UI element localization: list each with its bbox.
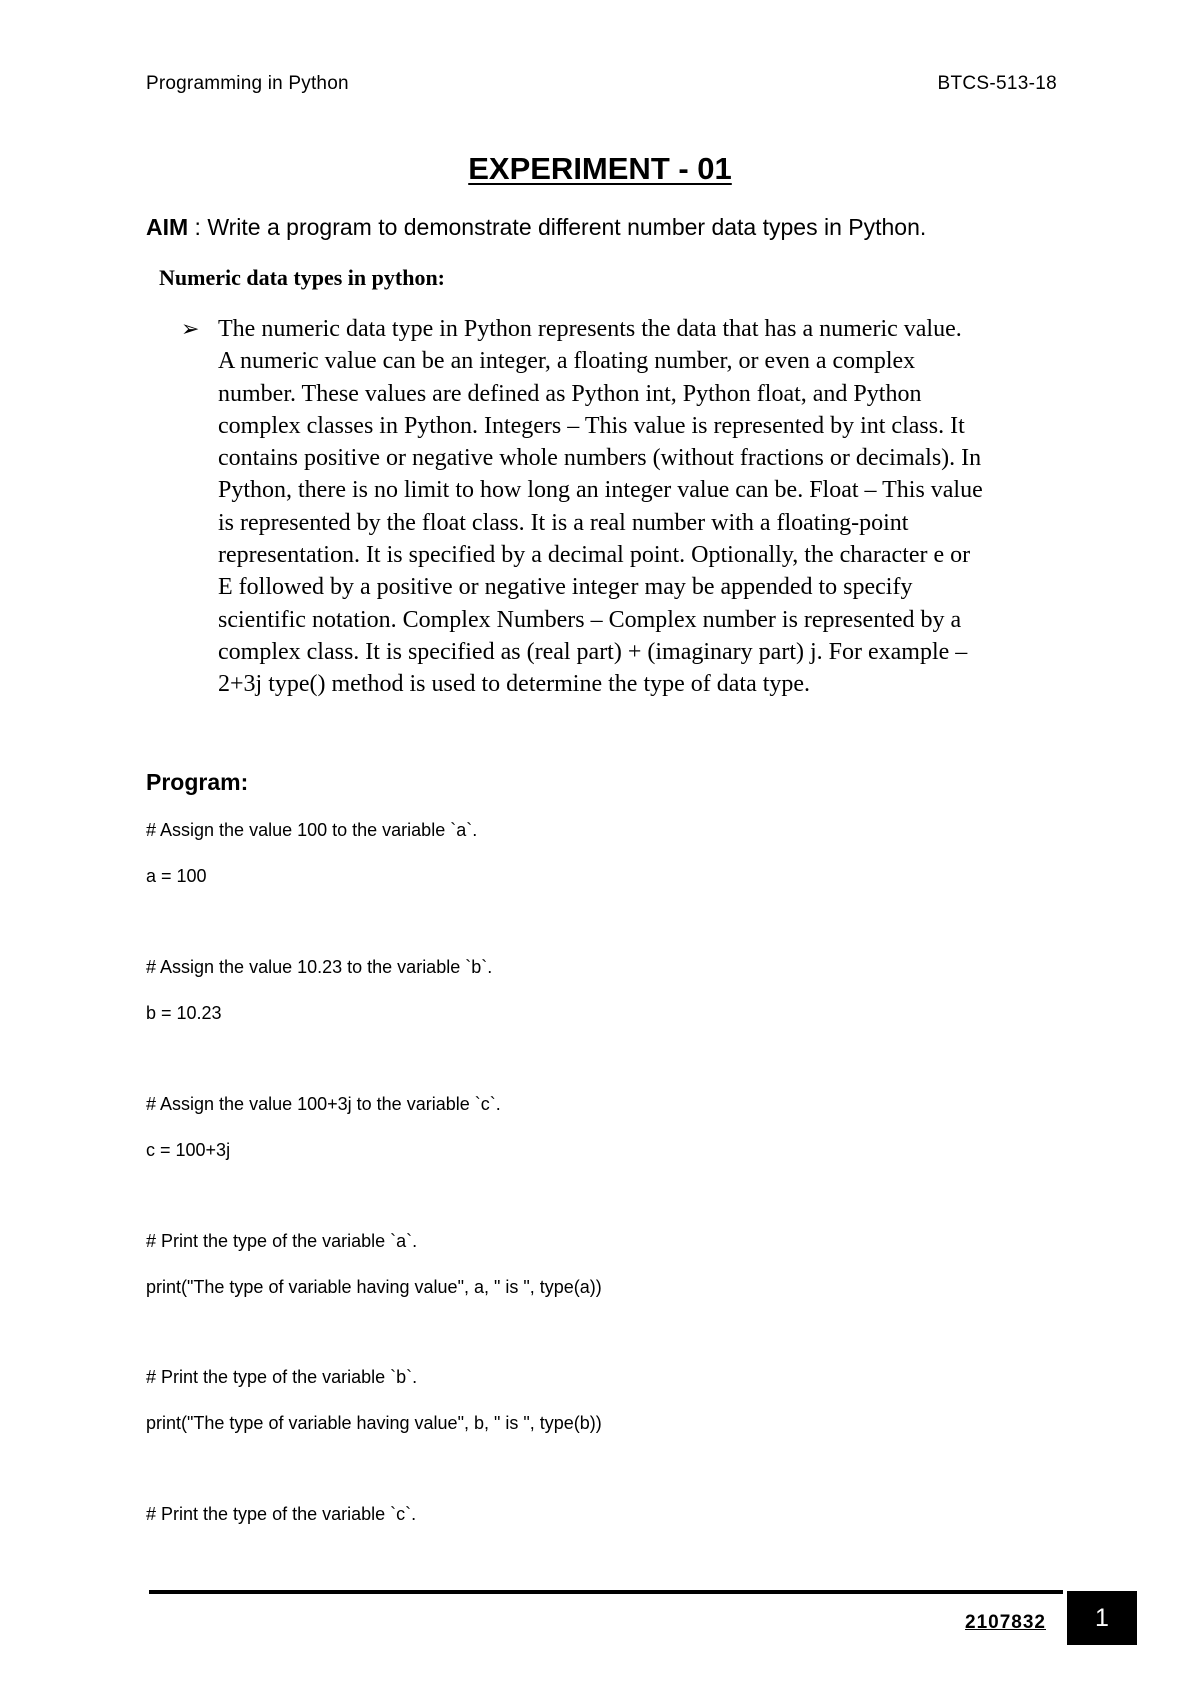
paragraph-line: complex classes in Python. Integers – This value is represented by int class. It (218, 412, 965, 439)
code-comment: # Assign the value 100 to the variable `a`. (146, 820, 478, 840)
code-statement: b = 10.23 (146, 1003, 222, 1023)
code-statement: c = 100+3j (146, 1140, 231, 1160)
footer-rule (149, 1590, 1063, 1594)
aim-label: AIM (146, 214, 189, 240)
paragraph-line: contains positive or negative whole numbers (without fractions or decimals). In (218, 445, 982, 472)
header-course-code: BTCS-513-18 (937, 73, 1057, 94)
paragraph-line: complex class. It is specified as (real part) + (imaginary part) j. For example – (218, 638, 968, 665)
header-course-name: Programming in Python (146, 73, 349, 94)
bullet-arrow-icon: ➢ (181, 316, 200, 341)
paragraph-line: scientific notation. Complex Numbers – Complex number is represented by a (218, 606, 962, 633)
paragraph-line: E followed by a positive or negative integer may be appended to specify (218, 574, 913, 601)
code-statement: print("The type of variable having value", b, " is ", type(b)) (146, 1413, 602, 1433)
paragraph-line: 2+3j type() method is used to determine the type of data type. (218, 671, 811, 698)
paragraph-line: is represented by the float class. It is a real number with a floating-point (218, 509, 909, 536)
code-comment: # Print the type of the variable `a`. (146, 1231, 418, 1251)
bullet-text (218, 313, 1058, 701)
code-comment: # Print the type of the variable `b`. (146, 1367, 418, 1387)
paragraph-line: A numeric value can be an integer, a floating number, or even a complex (218, 348, 916, 375)
code-statement: print("The type of variable having value", a, " is ", type(a)) (146, 1277, 602, 1297)
code-comment: # Assign the value 100+3j to the variable `c`. (146, 1094, 501, 1114)
section-heading: Numeric data types in python: (159, 265, 446, 290)
paragraph-line: number. These values are defined as Python int, Python float, and Python (218, 380, 922, 407)
code-comment: # Print the type of the variable `c`. (146, 1504, 417, 1524)
aim-statement (146, 214, 926, 241)
roll-number: 2107832 (965, 1612, 1046, 1633)
paragraph-line: The numeric data type in Python represents the data that has a numeric value. (218, 316, 962, 342)
aim-text: Write a program to demonstrate different number data types in Python. (207, 214, 927, 240)
experiment-title: EXPERIMENT - 01 (468, 151, 732, 186)
code-statement: a = 100 (146, 866, 207, 886)
paragraph-line: representation. It is specified by a decimal point. Optionally, the character e or (218, 542, 971, 569)
page-number: 1 (1067, 1591, 1137, 1645)
program-heading: Program: (146, 769, 249, 795)
code-comment: # Assign the value 10.23 to the variable `b`. (146, 957, 493, 977)
aim-separator: : (188, 214, 208, 240)
paragraph-line: Python, there is no limit to how long an integer value can be. Float – This value (218, 477, 983, 504)
